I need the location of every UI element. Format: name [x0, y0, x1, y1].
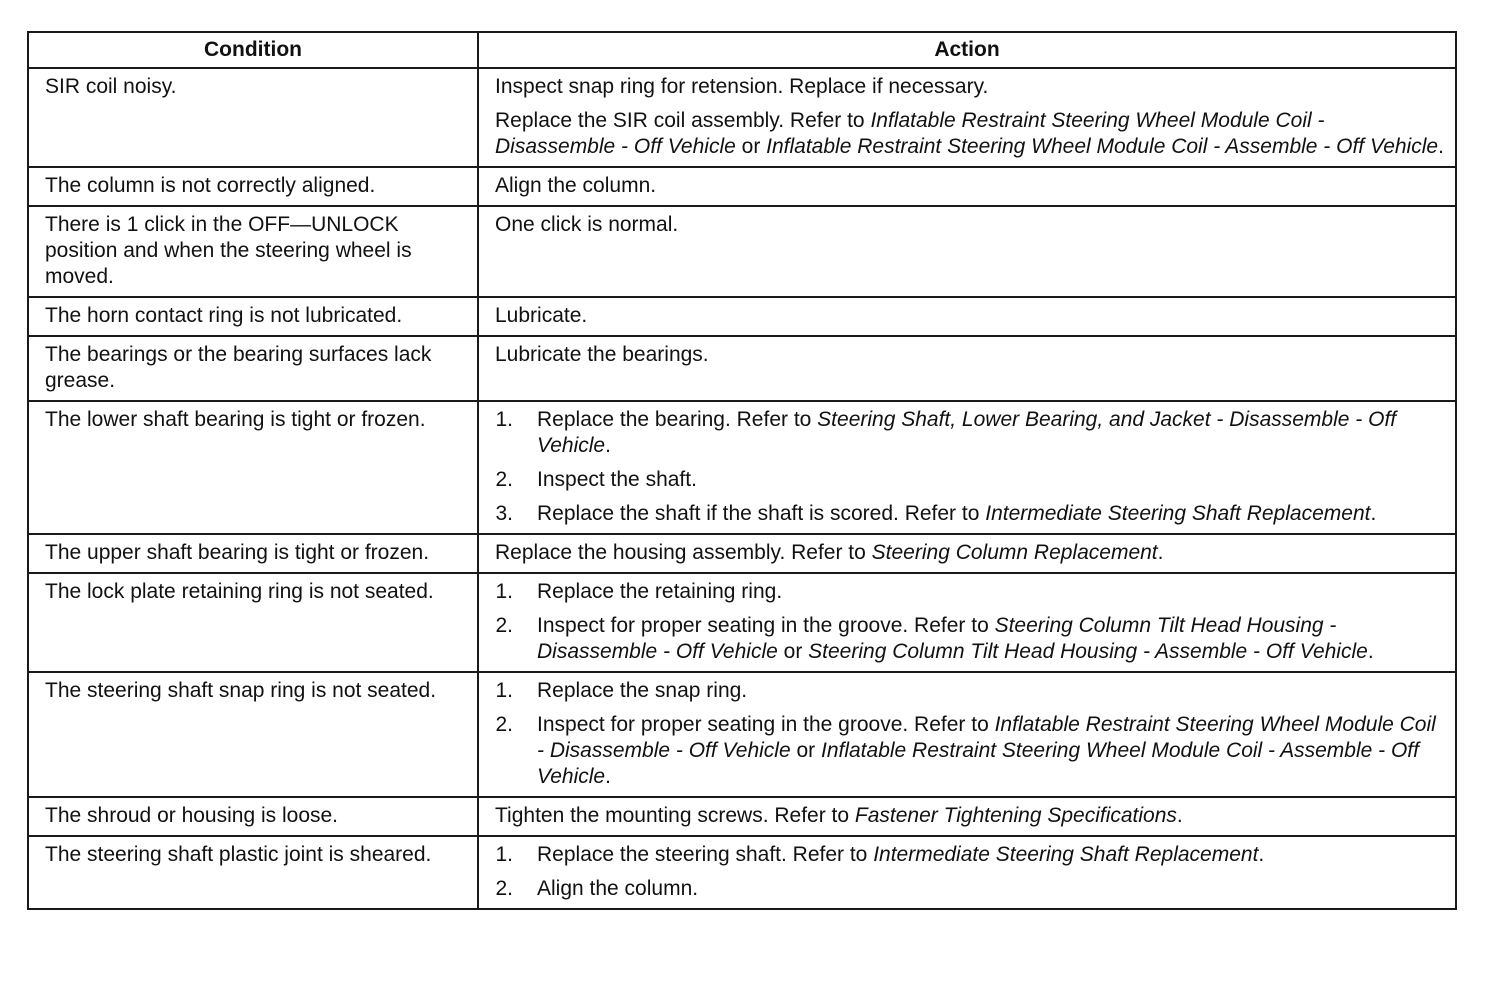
action-paragraph [495, 173, 1447, 199]
text-segment: One click is normal. [495, 213, 679, 236]
text-segment: . [605, 765, 611, 788]
step-number: 1. [495, 843, 513, 866]
condition-cell: The horn contact ring is not lubricated. [28, 297, 478, 336]
condition-cell: The lower shaft bearing is tight or frozen. [28, 401, 478, 534]
table-row [28, 68, 1456, 167]
action-cell [478, 797, 1456, 836]
reference-link-text: Inflatable Restraint Steering Wheel Module Coil - Disassemble - Off Vehicle [495, 109, 1325, 158]
action-paragraph [495, 108, 1447, 160]
condition-cell: The shroud or housing is loose. [28, 797, 478, 836]
text-segment: Lubricate. [495, 304, 588, 327]
action-cell [478, 534, 1456, 573]
reference-link-text: Steering Column Tilt Head Housing - Disassemble - Off Vehicle [537, 614, 1337, 663]
diagnostic-table [27, 31, 1457, 910]
text-segment: Align the column. [495, 174, 657, 197]
reference-link-text: Steering Column Replacement [871, 541, 1158, 564]
action-cell [478, 206, 1456, 297]
action-step [479, 678, 1447, 704]
reference-link-text: Intermediate Steering Shaft Replacement [985, 502, 1371, 525]
step-text [537, 712, 1447, 790]
text-segment: or [790, 739, 821, 762]
step-text [537, 842, 1447, 868]
text-segment: Align the column. [537, 877, 699, 900]
text-segment: Replace the shaft if the shaft is scored. Refer to [537, 502, 986, 525]
text-segment: . [1438, 135, 1444, 158]
action-paragraph [495, 212, 1447, 238]
table-header-row [28, 32, 1456, 68]
action-paragraph [495, 74, 1447, 100]
action-cell [478, 401, 1456, 534]
step-number: 2. [495, 468, 513, 491]
action-cell [478, 836, 1456, 909]
table-row [28, 167, 1456, 206]
text-segment: Inspect snap ring for retension. Replace if necessary. [495, 75, 989, 98]
action-step [479, 842, 1447, 868]
action-step [479, 501, 1447, 527]
table-row [28, 297, 1456, 336]
action-cell [478, 167, 1456, 206]
step-number: 2. [495, 877, 513, 900]
text-segment: Inspect for proper seating in the groove. Refer to [537, 713, 995, 736]
action-step [479, 712, 1447, 790]
condition-cell: The steering shaft snap ring is not seated. [28, 672, 478, 797]
table-row [28, 206, 1456, 297]
text-segment: Replace the retaining ring. [537, 580, 783, 603]
text-segment: Lubricate the bearings. [495, 343, 709, 366]
step-text [537, 876, 1447, 902]
action-cell [478, 68, 1456, 167]
action-cell [478, 336, 1456, 401]
text-segment: Tighten the mounting screws. Refer to [495, 804, 855, 827]
step-text [537, 467, 1447, 493]
action-cell [478, 297, 1456, 336]
text-segment: Replace the steering shaft. Refer to [537, 843, 874, 866]
step-number: 2. [495, 713, 513, 736]
text-segment: . [1370, 502, 1377, 525]
table-row [28, 336, 1456, 401]
table-row [28, 573, 1456, 672]
step-text [537, 613, 1447, 665]
condition-cell: The column is not correctly aligned. [28, 167, 478, 206]
table-row [28, 672, 1456, 797]
action-paragraph [495, 303, 1447, 329]
step-number: 2. [495, 614, 513, 637]
step-text [537, 579, 1447, 605]
text-segment: . [1258, 843, 1265, 866]
reference-link-text: Inflatable Restraint Steering Wheel Module Coil - Assemble - Off Vehicle [766, 135, 1439, 158]
step-text [537, 501, 1447, 527]
step-text [537, 407, 1447, 459]
text-segment: . [1176, 804, 1183, 827]
condition-cell: The lock plate retaining ring is not seated. [28, 573, 478, 672]
text-segment: or [777, 640, 809, 663]
table-row [28, 797, 1456, 836]
reference-link-text: Intermediate Steering Shaft Replacement [873, 843, 1259, 866]
action-step [479, 407, 1447, 459]
step-number: 1. [495, 580, 513, 603]
table-body [28, 68, 1456, 909]
header-condition: Condition [28, 32, 478, 68]
text-segment: or [735, 135, 767, 158]
action-cell [478, 573, 1456, 672]
table-row [28, 401, 1456, 534]
table-row [28, 534, 1456, 573]
table-row [28, 836, 1456, 909]
text-segment: . [605, 434, 611, 457]
condition-cell: The steering shaft plastic joint is sheared. [28, 836, 478, 909]
action-step [479, 876, 1447, 902]
step-number: 1. [495, 679, 513, 702]
text-segment: Replace the bearing. Refer to [537, 408, 818, 431]
condition-cell: The upper shaft bearing is tight or frozen. [28, 534, 478, 573]
reference-link-text: Inflatable Restraint Steering Wheel Module Coil - Disassemble - Off Vehicle [537, 713, 1436, 762]
condition-cell: The bearings or the bearing surfaces lack grease. [28, 336, 478, 401]
action-step [479, 467, 1447, 493]
action-step [479, 613, 1447, 665]
reference-link-text: Steering Column Tilt Head Housing - Assemble - Off Vehicle [808, 640, 1368, 663]
text-segment: Replace the snap ring. [537, 679, 748, 702]
step-number: 3. [495, 502, 513, 525]
diagnostic-table-container [27, 31, 1455, 910]
step-number: 1. [495, 408, 513, 431]
header-action: Action [478, 32, 1456, 68]
action-paragraph [495, 540, 1447, 566]
reference-link-text: Inflatable Restraint Steering Wheel Module Coil - Assemble - Off Vehicle [537, 739, 1419, 788]
condition-cell: There is 1 click in the OFF—UNLOCK position and when the steering wheel is moved. [28, 206, 478, 297]
action-cell [478, 672, 1456, 797]
text-segment: Replace the housing assembly. Refer to [495, 541, 872, 564]
condition-cell: SIR coil noisy. [28, 68, 478, 167]
text-segment: . [1367, 640, 1374, 663]
step-text [537, 678, 1447, 704]
reference-link-text: Steering Shaft, Lower Bearing, and Jacket - Disassemble - Off Vehicle [537, 408, 1397, 457]
text-segment: . [1157, 541, 1164, 564]
action-paragraph [495, 803, 1447, 829]
reference-link-text: Fastener Tightening Specifications [854, 804, 1177, 827]
text-segment: Inspect for proper seating in the groove. Refer to [537, 614, 995, 637]
text-segment: Replace the SIR coil assembly. Refer to [495, 109, 871, 132]
text-segment: Inspect the shaft. [537, 468, 697, 491]
action-paragraph [495, 342, 1447, 368]
action-step [479, 579, 1447, 605]
